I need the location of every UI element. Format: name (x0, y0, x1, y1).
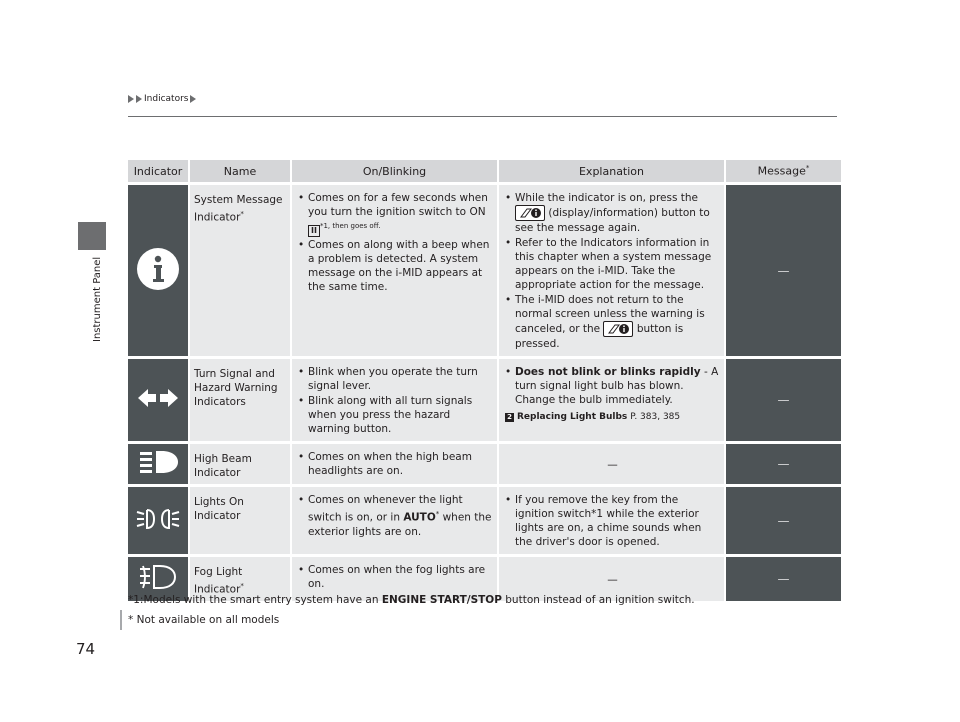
list-item: • Blink along with all turn signals when you press the hazard warning button. (298, 394, 493, 436)
side-section-label: Instrument Panel (92, 256, 103, 342)
on-blinking-cell (292, 185, 497, 356)
table-row (128, 359, 841, 441)
indicator-name: System Message Indicator (194, 194, 283, 224)
table-header-row (128, 160, 841, 182)
list-item: • Refer to the Indicators information in this chapter when a system message appears on the i-MID. Take the appropriate action for the message. (505, 236, 720, 292)
ignition-footnote: *1:Models with the smart entry system have an ENGINE START/STOP button instead of an ignition switch. (128, 594, 695, 606)
footnote-divider (120, 610, 122, 630)
page-number: 74 (76, 640, 96, 658)
table-row (128, 185, 841, 356)
display-info-button-icon (603, 321, 633, 337)
list-item: • The i-MID does not return to the normal screen unless the warning is canceled, or the button is pressed. (505, 293, 720, 351)
breadcrumb-arrow-icon (128, 95, 134, 103)
list-item: • Comes on for a few seconds when you turn the ignition switch to ON II $^{*1, then goes off.}$ (298, 191, 493, 237)
system-message-icon (135, 246, 181, 292)
display-info-button-icon (515, 205, 545, 221)
indicator-cell (128, 487, 188, 554)
breadcrumb-label[interactable]: Indicators (144, 94, 189, 104)
message-cell: — (726, 185, 841, 356)
header-name: Name (190, 160, 290, 182)
explanation-cell (499, 359, 724, 441)
name-cell (190, 185, 290, 356)
reference-arrow-icon: 2 (505, 413, 514, 422)
availability-star: * (240, 582, 244, 590)
name-cell: High Beam Indicator (190, 444, 290, 484)
message-cell: — (726, 444, 841, 484)
message-cell: — (726, 557, 841, 601)
on-blinking-cell (292, 444, 497, 484)
header-explanation: Explanation (499, 160, 724, 182)
explanation-cell (499, 185, 724, 356)
breadcrumb[interactable] (128, 94, 196, 104)
indicator-cell (128, 185, 188, 356)
header-indicator: Indicator (128, 160, 188, 182)
turn-signal-icon (136, 387, 180, 409)
header-message: Message* (726, 160, 841, 182)
list-item: • Comes on when the high beam headlights are on. (298, 450, 493, 478)
list-item: • Does not blink or blinks rapidly - A turn signal light bulb has blown. Change the bulb immediately. (505, 365, 720, 407)
high-beam-icon (136, 449, 180, 475)
list-item: • Comes on when the fog lights are on. (298, 563, 493, 591)
indicator-name: Fog Light Indicator (194, 566, 243, 596)
list-item: • If you remove the key from the ignition switch*1 while the exterior lights are on, a chime sounds when the driver's door is opened. (505, 493, 720, 549)
name-cell: Lights On Indicator (190, 487, 290, 554)
availability-note: * Not available on all models (128, 614, 280, 626)
explanation-cell: — (499, 444, 724, 484)
table-row (128, 444, 841, 484)
list-item: • Comes on whenever the light switch is on, or in AUTO* when the exterior lights are on. (298, 493, 493, 539)
side-tab (78, 222, 106, 250)
explanation-cell (499, 487, 724, 554)
cross-reference-link[interactable]: 2 Replacing Light Bulbs P. 383, 385 (505, 410, 720, 424)
list-item: • Blink when you operate the turn signal lever. (298, 365, 493, 393)
lights-on-icon (135, 506, 181, 532)
breadcrumb-arrow-icon (136, 95, 142, 103)
top-rule (128, 116, 837, 117)
message-cell: — (726, 359, 841, 441)
breadcrumb-arrow-icon (190, 95, 196, 103)
list-item: • Comes on along with a beep when a problem is detected. A system message on the i-MID appears at the same time. (298, 238, 493, 294)
list-item: • While the indicator is on, press the (display/information) button to see the message again. (505, 191, 720, 235)
explanation-cell: — (499, 557, 724, 601)
indicator-table (126, 157, 843, 604)
fog-light-icon (138, 563, 178, 591)
availability-star: * (240, 210, 244, 218)
table-row (128, 487, 841, 554)
name-cell: Turn Signal and Hazard Warning Indicators (190, 359, 290, 441)
header-on-blinking: On/Blinking (292, 160, 497, 182)
on-blinking-cell (292, 359, 497, 441)
message-cell: — (726, 487, 841, 554)
indicator-cell (128, 359, 188, 441)
indicator-cell (128, 444, 188, 484)
on-blinking-cell (292, 487, 497, 554)
ignition-on-key-icon: II (308, 225, 320, 237)
